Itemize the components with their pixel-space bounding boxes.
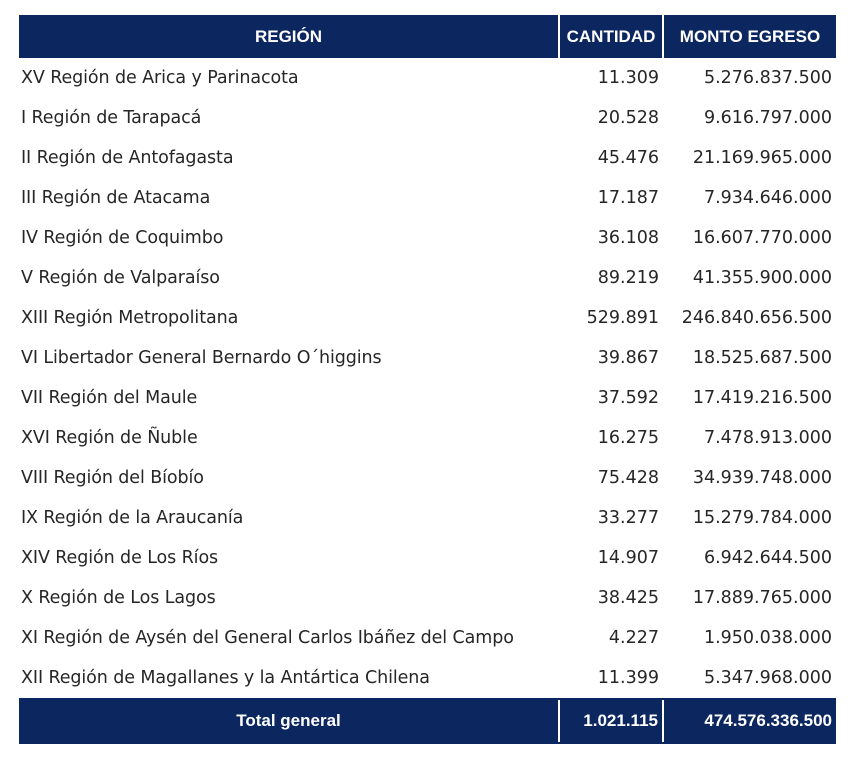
- cell-monto: 15.279.784.000: [692, 508, 832, 528]
- table-row: [19, 458, 836, 498]
- cell-monto: 21.169.965.000: [692, 148, 832, 168]
- table-row: [19, 58, 836, 98]
- cell-cantidad: 38.425: [597, 588, 659, 608]
- total-label: Total general: [19, 699, 559, 742]
- cell-monto: 41.355.900.000: [692, 268, 832, 288]
- footer-divider: [19, 742, 836, 744]
- cell-region: XIII Región Metropolitana: [21, 308, 239, 328]
- cell-region: I Región de Tarapacá: [21, 108, 202, 128]
- table-footer: [19, 699, 836, 742]
- cell-region: III Región de Atacama: [21, 188, 211, 208]
- cell-monto: 34.939.748.000: [692, 468, 832, 488]
- table-row: [19, 98, 836, 138]
- cell-region: II Región de Antofagasta: [21, 148, 234, 168]
- cell-region: IV Región de Coquimbo: [21, 228, 224, 248]
- cell-cantidad: 89.219: [597, 268, 659, 288]
- cell-region: XII Región de Magallanes y la Antártica Chilena: [21, 668, 430, 688]
- cell-cantidad: 45.476: [597, 148, 659, 168]
- header-cantidad: CANTIDAD: [559, 15, 663, 58]
- table-row: [19, 218, 836, 258]
- total-row: [19, 699, 836, 742]
- table-row: [19, 578, 836, 618]
- cell-monto: 9.616.797.000: [703, 108, 832, 128]
- cell-monto: 7.478.913.000: [703, 428, 832, 448]
- cell-region: XV Región de Arica y Parinacota: [21, 68, 299, 88]
- cell-monto: 5.276.837.500: [703, 68, 832, 88]
- total-monto: 474.576.336.500: [663, 699, 836, 742]
- header-monto-egreso: MONTO EGRESO: [663, 15, 836, 58]
- cell-monto: 16.607.770.000: [692, 228, 832, 248]
- cell-monto: 246.840.656.500: [681, 308, 832, 328]
- cell-region: VIII Región del Bíobío: [21, 468, 204, 488]
- cell-region: V Región de Valparaíso: [21, 268, 220, 288]
- cell-region: XVI Región de Ñuble: [21, 428, 198, 448]
- table-header: [19, 15, 836, 58]
- table-row: [19, 378, 836, 418]
- cell-cantidad: 16.275: [597, 428, 659, 448]
- cell-cantidad: 4.227: [608, 628, 659, 648]
- cell-cantidad: 14.907: [597, 548, 659, 568]
- cell-monto: 1.950.038.000: [703, 628, 832, 648]
- region-expense-table-container: [19, 15, 836, 744]
- table-row: [19, 138, 836, 178]
- table-body: [19, 58, 836, 699]
- region-expense-table: [19, 15, 836, 742]
- table-row: [19, 618, 836, 658]
- total-cantidad: 1.021.115: [559, 699, 663, 742]
- cell-cantidad: 75.428: [597, 468, 659, 488]
- table-row: [19, 258, 836, 298]
- cell-cantidad: 33.277: [597, 508, 659, 528]
- header-row: [19, 15, 836, 58]
- cell-monto: 5.347.968.000: [703, 668, 832, 688]
- cell-cantidad: 20.528: [597, 108, 659, 128]
- table-row: [19, 498, 836, 538]
- cell-monto: 17.889.765.000: [692, 588, 832, 608]
- cell-region: XIV Región de Los Ríos: [21, 548, 219, 568]
- cell-cantidad: 529.891: [586, 308, 659, 328]
- cell-cantidad: 11.309: [597, 68, 659, 88]
- table-row: [19, 298, 836, 338]
- table-row: [19, 178, 836, 218]
- cell-region: IX Región de la Araucanía: [21, 508, 244, 528]
- cell-cantidad: 39.867: [597, 348, 659, 368]
- header-region: REGIÓN: [19, 15, 559, 58]
- cell-region: VI Libertador General Bernardo O´higgins: [21, 348, 382, 368]
- table-row: [19, 658, 836, 699]
- cell-monto: 17.419.216.500: [692, 388, 832, 408]
- cell-monto: 6.942.644.500: [703, 548, 832, 568]
- cell-cantidad: 17.187: [597, 188, 659, 208]
- cell-monto: 18.525.687.500: [692, 348, 832, 368]
- cell-region: X Región de Los Lagos: [21, 588, 216, 608]
- table-row: [19, 338, 836, 378]
- cell-cantidad: 36.108: [597, 228, 659, 248]
- table-row: [19, 418, 836, 458]
- cell-monto: 7.934.646.000: [703, 188, 832, 208]
- cell-cantidad: 11.399: [597, 668, 659, 688]
- cell-region: XI Región de Aysén del General Carlos Ibáñez del Campo: [21, 628, 514, 648]
- cell-region: VII Región del Maule: [21, 388, 198, 408]
- cell-cantidad: 37.592: [597, 388, 659, 408]
- table-row: [19, 538, 836, 578]
